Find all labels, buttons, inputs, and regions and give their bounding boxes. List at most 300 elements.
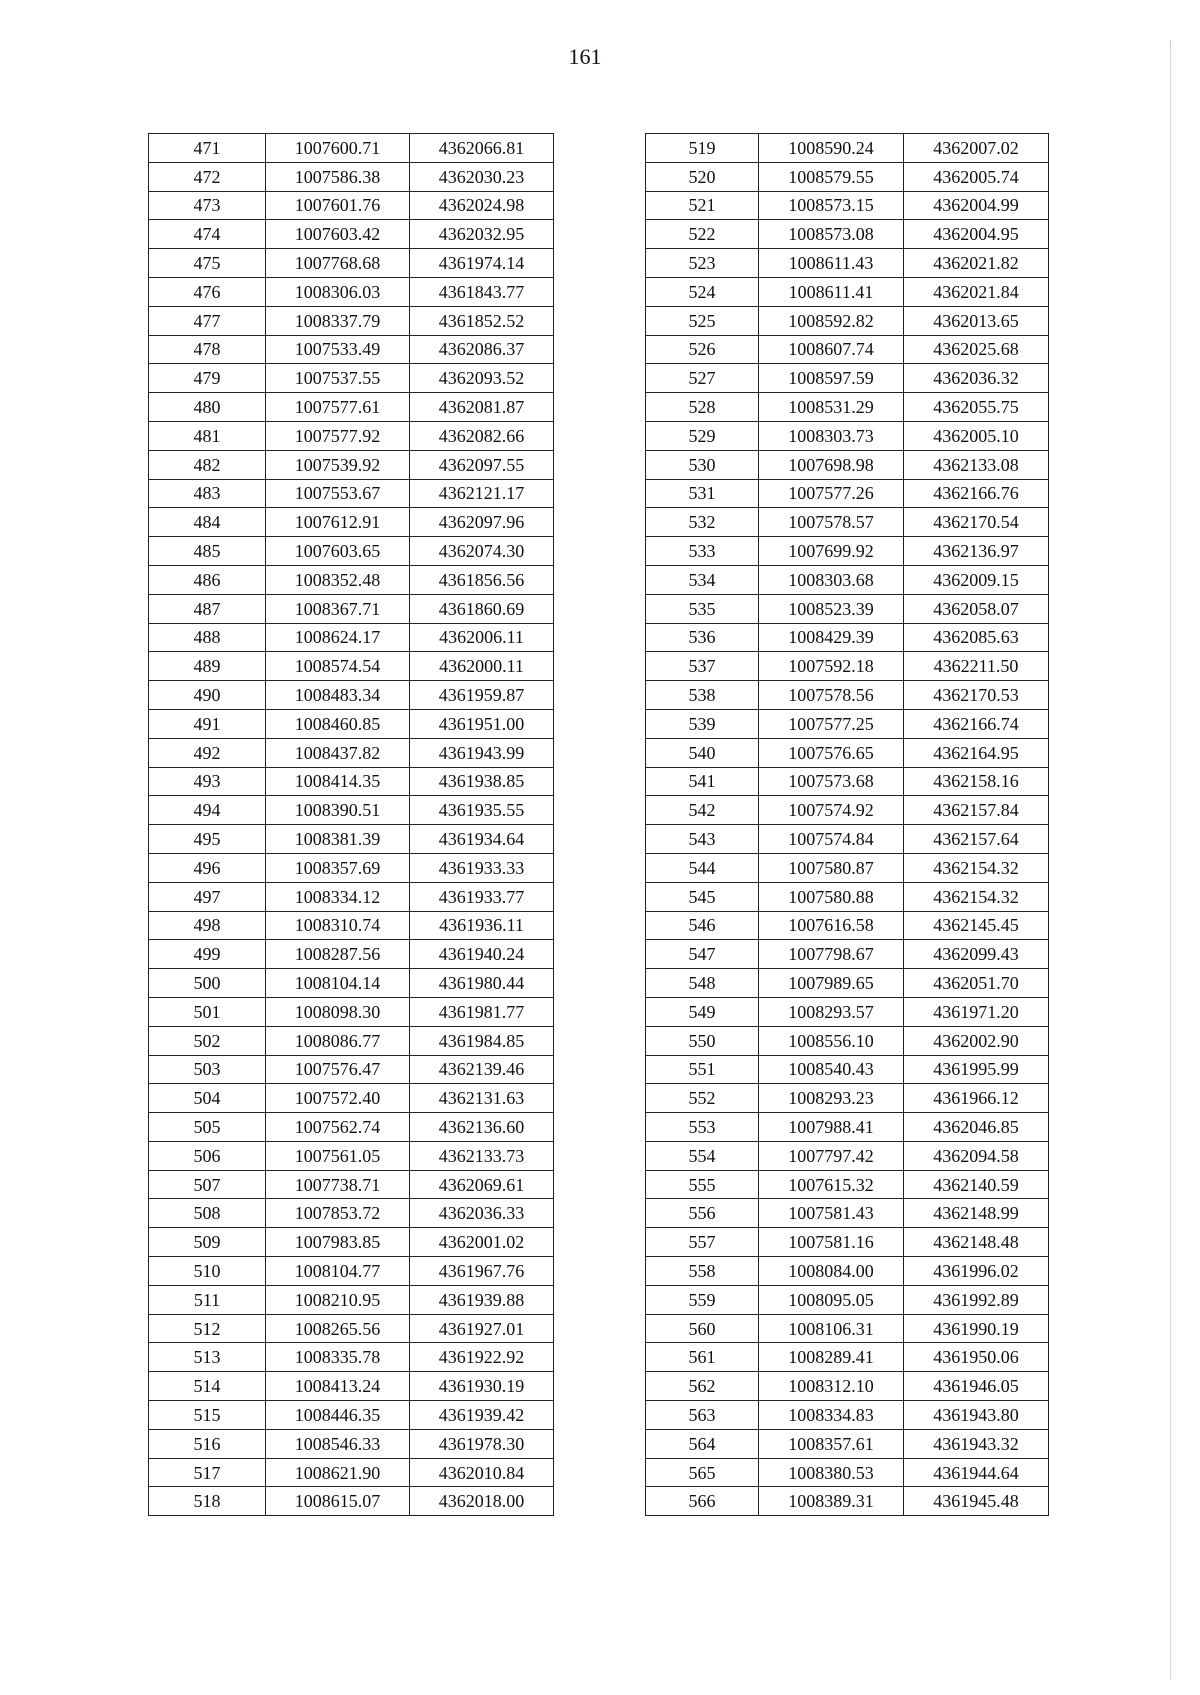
y-coordinate-cell: 4362051.70 bbox=[904, 969, 1049, 998]
x-coordinate-cell: 1008098.30 bbox=[266, 997, 410, 1026]
table-row bbox=[149, 1429, 554, 1458]
x-coordinate-cell: 1007797.42 bbox=[759, 1141, 904, 1170]
x-coordinate-cell: 1008357.61 bbox=[759, 1429, 904, 1458]
point-number-cell: 502 bbox=[149, 1026, 266, 1055]
y-coordinate-cell: 4361946.05 bbox=[904, 1372, 1049, 1401]
point-number-cell: 474 bbox=[149, 220, 266, 249]
point-number-cell: 550 bbox=[646, 1026, 759, 1055]
y-coordinate-cell: 4362018.00 bbox=[410, 1487, 554, 1516]
point-number-cell: 542 bbox=[646, 796, 759, 825]
x-coordinate-cell: 1007580.87 bbox=[759, 853, 904, 882]
table-row bbox=[149, 450, 554, 479]
x-coordinate-cell: 1007989.65 bbox=[759, 969, 904, 998]
table-row bbox=[149, 1055, 554, 1084]
table-row bbox=[149, 1257, 554, 1286]
table-row bbox=[149, 1113, 554, 1142]
y-coordinate-cell: 4361950.06 bbox=[904, 1343, 1049, 1372]
point-number-cell: 561 bbox=[646, 1343, 759, 1372]
table-row bbox=[646, 796, 1049, 825]
table-row bbox=[646, 825, 1049, 854]
x-coordinate-cell: 1008084.00 bbox=[759, 1257, 904, 1286]
point-number-cell: 487 bbox=[149, 594, 266, 623]
point-number-cell: 489 bbox=[149, 652, 266, 681]
y-coordinate-cell: 4361922.92 bbox=[410, 1343, 554, 1372]
x-coordinate-cell: 1007539.92 bbox=[266, 450, 410, 479]
table-row bbox=[646, 162, 1049, 191]
y-coordinate-cell: 4361939.88 bbox=[410, 1285, 554, 1314]
table-row bbox=[149, 652, 554, 681]
point-number-cell: 528 bbox=[646, 393, 759, 422]
point-number-cell: 554 bbox=[646, 1141, 759, 1170]
point-number-cell: 539 bbox=[646, 709, 759, 738]
point-number-cell: 526 bbox=[646, 335, 759, 364]
y-coordinate-cell: 4362021.84 bbox=[904, 277, 1049, 306]
point-number-cell: 477 bbox=[149, 306, 266, 335]
point-number-cell: 482 bbox=[149, 450, 266, 479]
x-coordinate-cell: 1008357.69 bbox=[266, 853, 410, 882]
y-coordinate-cell: 4362002.90 bbox=[904, 1026, 1049, 1055]
x-coordinate-cell: 1008312.10 bbox=[759, 1372, 904, 1401]
point-number-cell: 476 bbox=[149, 277, 266, 306]
point-number-cell: 551 bbox=[646, 1055, 759, 1084]
point-number-cell: 484 bbox=[149, 508, 266, 537]
table-row bbox=[149, 997, 554, 1026]
point-number-cell: 533 bbox=[646, 537, 759, 566]
x-coordinate-cell: 1008621.90 bbox=[266, 1458, 410, 1487]
point-number-cell: 546 bbox=[646, 911, 759, 940]
y-coordinate-cell: 4361995.99 bbox=[904, 1055, 1049, 1084]
table-row bbox=[646, 997, 1049, 1026]
y-coordinate-cell: 4362046.85 bbox=[904, 1113, 1049, 1142]
x-coordinate-cell: 1007853.72 bbox=[266, 1199, 410, 1228]
y-coordinate-cell: 4361967.76 bbox=[410, 1257, 554, 1286]
table-row bbox=[149, 393, 554, 422]
y-coordinate-cell: 4362099.43 bbox=[904, 940, 1049, 969]
x-coordinate-cell: 1007537.55 bbox=[266, 364, 410, 393]
y-coordinate-cell: 4361852.52 bbox=[410, 306, 554, 335]
point-number-cell: 516 bbox=[149, 1429, 266, 1458]
point-number-cell: 491 bbox=[149, 709, 266, 738]
x-coordinate-cell: 1008437.82 bbox=[266, 738, 410, 767]
y-coordinate-cell: 4362148.99 bbox=[904, 1199, 1049, 1228]
x-coordinate-cell: 1007574.92 bbox=[759, 796, 904, 825]
point-number-cell: 560 bbox=[646, 1314, 759, 1343]
point-number-cell: 480 bbox=[149, 393, 266, 422]
y-coordinate-cell: 4362074.30 bbox=[410, 537, 554, 566]
table-row bbox=[646, 479, 1049, 508]
x-coordinate-cell: 1007699.92 bbox=[759, 537, 904, 566]
x-coordinate-cell: 1008106.31 bbox=[759, 1314, 904, 1343]
point-number-cell: 534 bbox=[646, 565, 759, 594]
point-number-cell: 514 bbox=[149, 1372, 266, 1401]
point-number-cell: 501 bbox=[149, 997, 266, 1026]
table-row bbox=[149, 1487, 554, 1516]
point-number-cell: 490 bbox=[149, 681, 266, 710]
y-coordinate-cell: 4362121.17 bbox=[410, 479, 554, 508]
point-number-cell: 519 bbox=[646, 134, 759, 163]
x-coordinate-cell: 1007615.32 bbox=[759, 1170, 904, 1199]
point-number-cell: 558 bbox=[646, 1257, 759, 1286]
y-coordinate-cell: 4361856.56 bbox=[410, 565, 554, 594]
y-coordinate-cell: 4362036.33 bbox=[410, 1199, 554, 1228]
y-coordinate-cell: 4361943.32 bbox=[904, 1429, 1049, 1458]
y-coordinate-cell: 4362133.73 bbox=[410, 1141, 554, 1170]
y-coordinate-cell: 4361927.01 bbox=[410, 1314, 554, 1343]
table-row bbox=[149, 623, 554, 652]
page-number: 161 bbox=[568, 44, 602, 69]
table-row bbox=[149, 1343, 554, 1372]
x-coordinate-cell: 1008590.24 bbox=[759, 134, 904, 163]
point-number-cell: 549 bbox=[646, 997, 759, 1026]
table-row bbox=[646, 1199, 1049, 1228]
table-row bbox=[149, 882, 554, 911]
x-coordinate-cell: 1007574.84 bbox=[759, 825, 904, 854]
y-coordinate-cell: 4361938.85 bbox=[410, 767, 554, 796]
table-row bbox=[149, 335, 554, 364]
point-number-cell: 537 bbox=[646, 652, 759, 681]
point-number-cell: 541 bbox=[646, 767, 759, 796]
point-number-cell: 518 bbox=[149, 1487, 266, 1516]
y-coordinate-cell: 4362166.74 bbox=[904, 709, 1049, 738]
table-row bbox=[149, 681, 554, 710]
table-row bbox=[149, 767, 554, 796]
x-coordinate-cell: 1007612.91 bbox=[266, 508, 410, 537]
x-coordinate-cell: 1007616.58 bbox=[759, 911, 904, 940]
table-row bbox=[646, 249, 1049, 278]
table-row bbox=[646, 853, 1049, 882]
x-coordinate-cell: 1007738.71 bbox=[266, 1170, 410, 1199]
point-number-cell: 565 bbox=[646, 1458, 759, 1487]
x-coordinate-cell: 1008293.23 bbox=[759, 1084, 904, 1113]
y-coordinate-cell: 4361860.69 bbox=[410, 594, 554, 623]
x-coordinate-cell: 1007603.42 bbox=[266, 220, 410, 249]
x-coordinate-cell: 1007572.40 bbox=[266, 1084, 410, 1113]
point-number-cell: 525 bbox=[646, 306, 759, 335]
table-row bbox=[149, 594, 554, 623]
table-row bbox=[646, 1429, 1049, 1458]
y-coordinate-cell: 4362004.95 bbox=[904, 220, 1049, 249]
table-row bbox=[149, 1084, 554, 1113]
table-row bbox=[149, 1026, 554, 1055]
table-row bbox=[646, 191, 1049, 220]
point-number-cell: 520 bbox=[646, 162, 759, 191]
x-coordinate-cell: 1007553.67 bbox=[266, 479, 410, 508]
table-row bbox=[149, 1199, 554, 1228]
table-row bbox=[149, 940, 554, 969]
table-row bbox=[149, 1401, 554, 1430]
y-coordinate-cell: 4362136.97 bbox=[904, 537, 1049, 566]
table-row bbox=[646, 1257, 1049, 1286]
table-row bbox=[149, 249, 554, 278]
y-coordinate-cell: 4361981.77 bbox=[410, 997, 554, 1026]
x-coordinate-cell: 1008414.35 bbox=[266, 767, 410, 796]
point-number-cell: 555 bbox=[646, 1170, 759, 1199]
y-coordinate-cell: 4361934.64 bbox=[410, 825, 554, 854]
y-coordinate-cell: 4362097.55 bbox=[410, 450, 554, 479]
x-coordinate-cell: 1007592.18 bbox=[759, 652, 904, 681]
x-coordinate-cell: 1007988.41 bbox=[759, 1113, 904, 1142]
y-coordinate-cell: 4362030.23 bbox=[410, 162, 554, 191]
y-coordinate-cell: 4362001.02 bbox=[410, 1228, 554, 1257]
table-row bbox=[646, 335, 1049, 364]
table-row bbox=[646, 364, 1049, 393]
table-row bbox=[646, 220, 1049, 249]
point-number-cell: 498 bbox=[149, 911, 266, 940]
x-coordinate-cell: 1007577.92 bbox=[266, 421, 410, 450]
x-coordinate-cell: 1008303.68 bbox=[759, 565, 904, 594]
point-number-cell: 479 bbox=[149, 364, 266, 393]
table-row bbox=[646, 738, 1049, 767]
y-coordinate-cell: 4362005.74 bbox=[904, 162, 1049, 191]
y-coordinate-cell: 4362004.99 bbox=[904, 191, 1049, 220]
table-row bbox=[646, 565, 1049, 594]
x-coordinate-cell: 1008615.07 bbox=[266, 1487, 410, 1516]
table-body bbox=[646, 134, 1049, 1516]
table-row bbox=[149, 911, 554, 940]
y-coordinate-cell: 4362139.46 bbox=[410, 1055, 554, 1084]
point-number-cell: 493 bbox=[149, 767, 266, 796]
table-row bbox=[646, 652, 1049, 681]
table-row bbox=[646, 306, 1049, 335]
x-coordinate-cell: 1008381.39 bbox=[266, 825, 410, 854]
y-coordinate-cell: 4361996.02 bbox=[904, 1257, 1049, 1286]
y-coordinate-cell: 4362170.53 bbox=[904, 681, 1049, 710]
y-coordinate-cell: 4361990.19 bbox=[904, 1314, 1049, 1343]
x-coordinate-cell: 1007768.68 bbox=[266, 249, 410, 278]
point-number-cell: 540 bbox=[646, 738, 759, 767]
point-number-cell: 472 bbox=[149, 162, 266, 191]
y-coordinate-cell: 4362009.15 bbox=[904, 565, 1049, 594]
point-number-cell: 485 bbox=[149, 537, 266, 566]
y-coordinate-cell: 4361974.14 bbox=[410, 249, 554, 278]
y-coordinate-cell: 4362148.48 bbox=[904, 1228, 1049, 1257]
point-number-cell: 564 bbox=[646, 1429, 759, 1458]
table-row bbox=[646, 681, 1049, 710]
y-coordinate-cell: 4362000.11 bbox=[410, 652, 554, 681]
y-coordinate-cell: 4361940.24 bbox=[410, 940, 554, 969]
x-coordinate-cell: 1008531.29 bbox=[759, 393, 904, 422]
x-coordinate-cell: 1008367.71 bbox=[266, 594, 410, 623]
point-number-cell: 535 bbox=[646, 594, 759, 623]
table-row bbox=[646, 421, 1049, 450]
point-number-cell: 524 bbox=[646, 277, 759, 306]
point-number-cell: 512 bbox=[149, 1314, 266, 1343]
point-number-cell: 544 bbox=[646, 853, 759, 882]
table-row bbox=[646, 623, 1049, 652]
table-row bbox=[646, 450, 1049, 479]
point-number-cell: 513 bbox=[149, 1343, 266, 1372]
x-coordinate-cell: 1007576.65 bbox=[759, 738, 904, 767]
table-row bbox=[646, 1141, 1049, 1170]
x-coordinate-cell: 1007580.88 bbox=[759, 882, 904, 911]
table-row bbox=[646, 1055, 1049, 1084]
table-row bbox=[149, 191, 554, 220]
point-number-cell: 471 bbox=[149, 134, 266, 163]
x-coordinate-cell: 1008289.41 bbox=[759, 1343, 904, 1372]
point-number-cell: 531 bbox=[646, 479, 759, 508]
point-number-cell: 559 bbox=[646, 1285, 759, 1314]
point-number-cell: 529 bbox=[646, 421, 759, 450]
point-number-cell: 548 bbox=[646, 969, 759, 998]
y-coordinate-cell: 4362157.64 bbox=[904, 825, 1049, 854]
x-coordinate-cell: 1007578.57 bbox=[759, 508, 904, 537]
x-coordinate-cell: 1008592.82 bbox=[759, 306, 904, 335]
table-row bbox=[646, 911, 1049, 940]
coordinates-table-right bbox=[645, 133, 1049, 1516]
x-coordinate-cell: 1008265.56 bbox=[266, 1314, 410, 1343]
x-coordinate-cell: 1007601.76 bbox=[266, 191, 410, 220]
point-number-cell: 543 bbox=[646, 825, 759, 854]
y-coordinate-cell: 4362086.37 bbox=[410, 335, 554, 364]
x-coordinate-cell: 1008579.55 bbox=[759, 162, 904, 191]
table-row bbox=[149, 565, 554, 594]
table-row bbox=[149, 1285, 554, 1314]
table-row bbox=[646, 1170, 1049, 1199]
point-number-cell: 473 bbox=[149, 191, 266, 220]
y-coordinate-cell: 4362021.82 bbox=[904, 249, 1049, 278]
table-row bbox=[149, 364, 554, 393]
table-row bbox=[646, 277, 1049, 306]
x-coordinate-cell: 1008380.53 bbox=[759, 1458, 904, 1487]
table-row bbox=[149, 825, 554, 854]
point-number-cell: 511 bbox=[149, 1285, 266, 1314]
y-coordinate-cell: 4361944.64 bbox=[904, 1458, 1049, 1487]
y-coordinate-cell: 4361933.33 bbox=[410, 853, 554, 882]
x-coordinate-cell: 1007798.67 bbox=[759, 940, 904, 969]
x-coordinate-cell: 1008624.17 bbox=[266, 623, 410, 652]
table-row bbox=[646, 1487, 1049, 1516]
x-coordinate-cell: 1008352.48 bbox=[266, 565, 410, 594]
y-coordinate-cell: 4362170.54 bbox=[904, 508, 1049, 537]
table-row bbox=[149, 738, 554, 767]
y-coordinate-cell: 4361939.42 bbox=[410, 1401, 554, 1430]
table-row bbox=[646, 969, 1049, 998]
x-coordinate-cell: 1008310.74 bbox=[266, 911, 410, 940]
y-coordinate-cell: 4362055.75 bbox=[904, 393, 1049, 422]
table-row bbox=[646, 594, 1049, 623]
table-row bbox=[646, 1343, 1049, 1372]
x-coordinate-cell: 1007533.49 bbox=[266, 335, 410, 364]
y-coordinate-cell: 4362136.60 bbox=[410, 1113, 554, 1142]
y-coordinate-cell: 4362007.02 bbox=[904, 134, 1049, 163]
point-number-cell: 504 bbox=[149, 1084, 266, 1113]
x-coordinate-cell: 1008287.56 bbox=[266, 940, 410, 969]
point-number-cell: 521 bbox=[646, 191, 759, 220]
x-coordinate-cell: 1008573.15 bbox=[759, 191, 904, 220]
point-number-cell: 492 bbox=[149, 738, 266, 767]
table-row bbox=[646, 1285, 1049, 1314]
scan-edge-divider bbox=[1170, 40, 1172, 1680]
table-row bbox=[149, 853, 554, 882]
x-coordinate-cell: 1008460.85 bbox=[266, 709, 410, 738]
x-coordinate-cell: 1007573.68 bbox=[759, 767, 904, 796]
x-coordinate-cell: 1007577.25 bbox=[759, 709, 904, 738]
x-coordinate-cell: 1008306.03 bbox=[266, 277, 410, 306]
x-coordinate-cell: 1007581.43 bbox=[759, 1199, 904, 1228]
x-coordinate-cell: 1008337.79 bbox=[266, 306, 410, 335]
x-coordinate-cell: 1008086.77 bbox=[266, 1026, 410, 1055]
y-coordinate-cell: 4361943.80 bbox=[904, 1401, 1049, 1430]
table-row bbox=[149, 220, 554, 249]
table-row bbox=[646, 1084, 1049, 1113]
y-coordinate-cell: 4362154.32 bbox=[904, 882, 1049, 911]
y-coordinate-cell: 4361945.48 bbox=[904, 1487, 1049, 1516]
y-coordinate-cell: 4362085.63 bbox=[904, 623, 1049, 652]
x-coordinate-cell: 1008574.54 bbox=[266, 652, 410, 681]
y-coordinate-cell: 4361843.77 bbox=[410, 277, 554, 306]
x-coordinate-cell: 1007578.56 bbox=[759, 681, 904, 710]
y-coordinate-cell: 4361935.55 bbox=[410, 796, 554, 825]
y-coordinate-cell: 4361980.44 bbox=[410, 969, 554, 998]
y-coordinate-cell: 4361943.99 bbox=[410, 738, 554, 767]
table-row bbox=[149, 508, 554, 537]
y-coordinate-cell: 4362058.07 bbox=[904, 594, 1049, 623]
x-coordinate-cell: 1007576.47 bbox=[266, 1055, 410, 1084]
point-number-cell: 522 bbox=[646, 220, 759, 249]
x-coordinate-cell: 1008546.33 bbox=[266, 1429, 410, 1458]
point-number-cell: 481 bbox=[149, 421, 266, 450]
coordinates-table-left bbox=[148, 133, 554, 1516]
table-row bbox=[149, 277, 554, 306]
point-number-cell: 547 bbox=[646, 940, 759, 969]
y-coordinate-cell: 4362036.32 bbox=[904, 364, 1049, 393]
table-row bbox=[646, 508, 1049, 537]
y-coordinate-cell: 4362006.11 bbox=[410, 623, 554, 652]
x-coordinate-cell: 1008523.39 bbox=[759, 594, 904, 623]
y-coordinate-cell: 4362069.61 bbox=[410, 1170, 554, 1199]
x-coordinate-cell: 1007577.26 bbox=[759, 479, 904, 508]
x-coordinate-cell: 1007581.16 bbox=[759, 1228, 904, 1257]
y-coordinate-cell: 4362032.95 bbox=[410, 220, 554, 249]
x-coordinate-cell: 1008293.57 bbox=[759, 997, 904, 1026]
table-row bbox=[149, 162, 554, 191]
point-number-cell: 536 bbox=[646, 623, 759, 652]
point-number-cell: 545 bbox=[646, 882, 759, 911]
x-coordinate-cell: 1007600.71 bbox=[266, 134, 410, 163]
x-coordinate-cell: 1008429.39 bbox=[759, 623, 904, 652]
y-coordinate-cell: 4362166.76 bbox=[904, 479, 1049, 508]
table-row bbox=[149, 134, 554, 163]
table-row bbox=[646, 1372, 1049, 1401]
table-row bbox=[149, 1458, 554, 1487]
point-number-cell: 538 bbox=[646, 681, 759, 710]
point-number-cell: 562 bbox=[646, 1372, 759, 1401]
y-coordinate-cell: 4361966.12 bbox=[904, 1084, 1049, 1113]
point-number-cell: 483 bbox=[149, 479, 266, 508]
y-coordinate-cell: 4362145.45 bbox=[904, 911, 1049, 940]
point-number-cell: 475 bbox=[149, 249, 266, 278]
y-coordinate-cell: 4362211.50 bbox=[904, 652, 1049, 681]
x-coordinate-cell: 1008104.77 bbox=[266, 1257, 410, 1286]
x-coordinate-cell: 1008446.35 bbox=[266, 1401, 410, 1430]
table-row bbox=[646, 882, 1049, 911]
x-coordinate-cell: 1007983.85 bbox=[266, 1228, 410, 1257]
x-coordinate-cell: 1008483.34 bbox=[266, 681, 410, 710]
y-coordinate-cell: 4361951.00 bbox=[410, 709, 554, 738]
point-number-cell: 552 bbox=[646, 1084, 759, 1113]
point-number-cell: 505 bbox=[149, 1113, 266, 1142]
table-row bbox=[646, 537, 1049, 566]
point-number-cell: 507 bbox=[149, 1170, 266, 1199]
point-number-cell: 508 bbox=[149, 1199, 266, 1228]
table-row bbox=[646, 1228, 1049, 1257]
y-coordinate-cell: 4362093.52 bbox=[410, 364, 554, 393]
y-coordinate-cell: 4362005.10 bbox=[904, 421, 1049, 450]
point-number-cell: 517 bbox=[149, 1458, 266, 1487]
y-coordinate-cell: 4362082.66 bbox=[410, 421, 554, 450]
table-row bbox=[646, 1113, 1049, 1142]
table-row bbox=[646, 940, 1049, 969]
